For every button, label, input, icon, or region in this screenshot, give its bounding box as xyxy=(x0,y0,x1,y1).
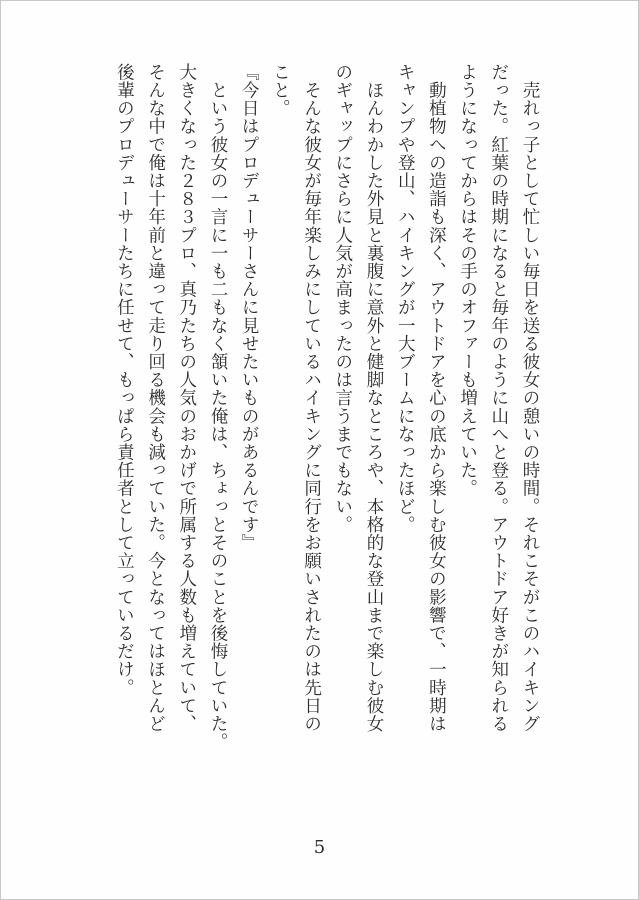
text-line-8: そんな彼女が毎年楽しみにしているハイキングに同行をお願いされたのは先日の xyxy=(301,63,322,733)
text-line-1: 売れっ子として忙しい毎日を送る彼女の憩いの時間。それこそがこのハイキング xyxy=(520,63,540,733)
text-line-9: こと。 xyxy=(270,63,291,118)
text-line-10: 『今日はプロデューサーさんに見せたいものがあるんです』 xyxy=(239,63,260,552)
text-line-2: だった。紅葉の時期になると毎年のように山へと登る。アウトドア好きが知られる xyxy=(488,63,509,733)
page-number: 5 xyxy=(313,837,326,858)
text-line-14: 後輩のプロデューサーたちに任せて、もっぱら責任者として立っているだけ。 xyxy=(114,63,135,697)
vertical-text-body xyxy=(77,63,545,833)
text-line-7: のギャップにさらに人気が高まったのは言うまでもない。 xyxy=(332,63,353,534)
text-line-5: キャンプや登山、ハイキングが一大ブームになったほど。 xyxy=(395,63,416,534)
text-line-12: 大きくなった２８３プロ、真乃たちの人気のおかげで所属する人数も増えていて、 xyxy=(176,63,197,733)
text-line-4: 動植物への造詣も深く、アウトドアを心の底から楽しむ彼女の影響で、一時期は xyxy=(426,63,447,733)
text-line-3: ようになってからはその手のオファーも増えていた。 xyxy=(457,63,478,498)
text-line-11: という彼女の一言に一も二もなく頷いた俺は、ちょっとそのことを後悔していた。 xyxy=(207,63,228,751)
text-line-13: そんな中で俺は十年前と違って走り回る機会も減っていた。今となってはほとんど xyxy=(145,63,166,733)
text-line-6: ほんわかした外見と裏腹に意外と健脚なところや、本格的な登山まで楽しむ彼女 xyxy=(363,63,384,733)
